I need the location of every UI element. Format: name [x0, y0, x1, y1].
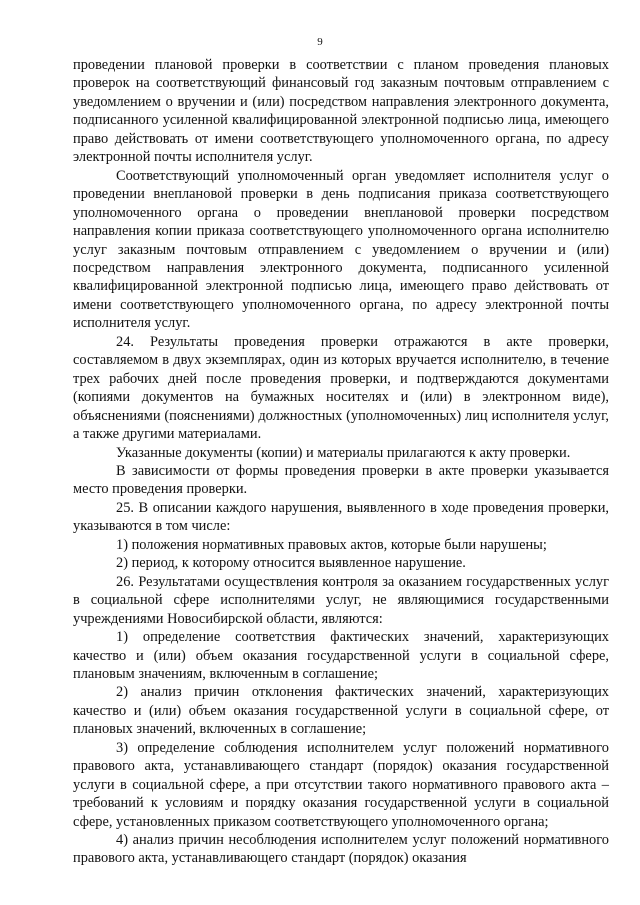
paragraph: 2) период, к которому относится выявленное нарушение.	[116, 555, 466, 572]
paragraph: 1) положения нормативных правовых актов, которые были нарушены;	[116, 536, 547, 553]
paragraph: 3) определение соблюдения исполнителем услуг положений нормативного правового акта, устанавливающего стандарт (порядок) оказания государственной услуги в социальной сфере, а при отсутствии такого нормативного правового акта – требований к условиям и порядку оказания государственной услуги в социальной сфере, установленных приказом соответствующего уполномоченного органа;	[73, 739, 609, 830]
paragraph: Указанные документы (копии) и материалы прилагаются к акту проверки.	[116, 444, 571, 461]
paragraph: 24. Результаты проведения проверки отражаются в акте проверки, составляемом в двух экземплярах, один из которых вручается исполнителю, в течение трех рабочих дней после проведения проверки, и подтверждаются документами (копиями документов на бумажных носителях и (или) в электронном виде), объяснениями (пояснениями) должностных (уполномоченных) лиц исполнителя услуг, а также другими материалами.	[73, 333, 609, 443]
paragraph: 25. В описании каждого нарушения, выявленного в ходе проведения проверки, указываются в том числе:	[73, 499, 609, 535]
paragraph: проведении плановой проверки в соответствии с планом проведения плановых проверок на соответствующий финансовый год заказным почтовым отправлением с уведомлением о вручении и (или) посредством направления электронного документа, подписанного усиленной квалифицированной электронной подписью лица, имеющего право действовать от имени соответствующего уполномоченного органа, по адресу электронной почты исполнителя услуг.	[73, 57, 609, 166]
paragraph: 4) анализ причин несоблюдения исполнителем услуг положений нормативного правового акта, устанавливающего стандарт (порядок) оказания	[73, 832, 609, 867]
document-body	[73, 56, 609, 868]
paragraph: Соответствующий уполномоченный орган уведомляет исполнителя услуг о проведении внеплановой проверки в день подписания приказа соответствующего уполномоченного органа о проведении внеплановой проверки посредством направления копии приказа соответствующего уполномоченного органа исполнителю услуг заказным почтовым отправлением с уведомлением о вручении и (или) посредством направления электронного документа, подписанного усиленной квалифицированной электронной подписью лица, имеющего право действовать от имени соответствующего уполномоченного органа, по адресу электронной почты исполнителя услуг.	[73, 167, 609, 332]
page-number: 9	[317, 36, 323, 48]
paragraph: 26. Результатами осуществления контроля за оказанием государственных услуг в социальной сфере исполнителями услуг, не являющимися государственными учреждениями Новосибирской области, являются:	[73, 573, 609, 627]
paragraph: 1) определение соответствия фактических значений, характеризующих качество и (или) объем оказания государственной услуги в социальной сфере, плановым значениям, включенным в соглашение;	[73, 629, 609, 682]
paragraph: В зависимости от формы проведения проверки в акте проверки указывается место проведения проверки.	[73, 462, 609, 498]
paragraph: 2) анализ причин отклонения фактических значений, характеризующих качество и (или) объем оказания государственной услуги в социальной сфере, от плановых значений, включенных в соглашение;	[73, 684, 609, 738]
